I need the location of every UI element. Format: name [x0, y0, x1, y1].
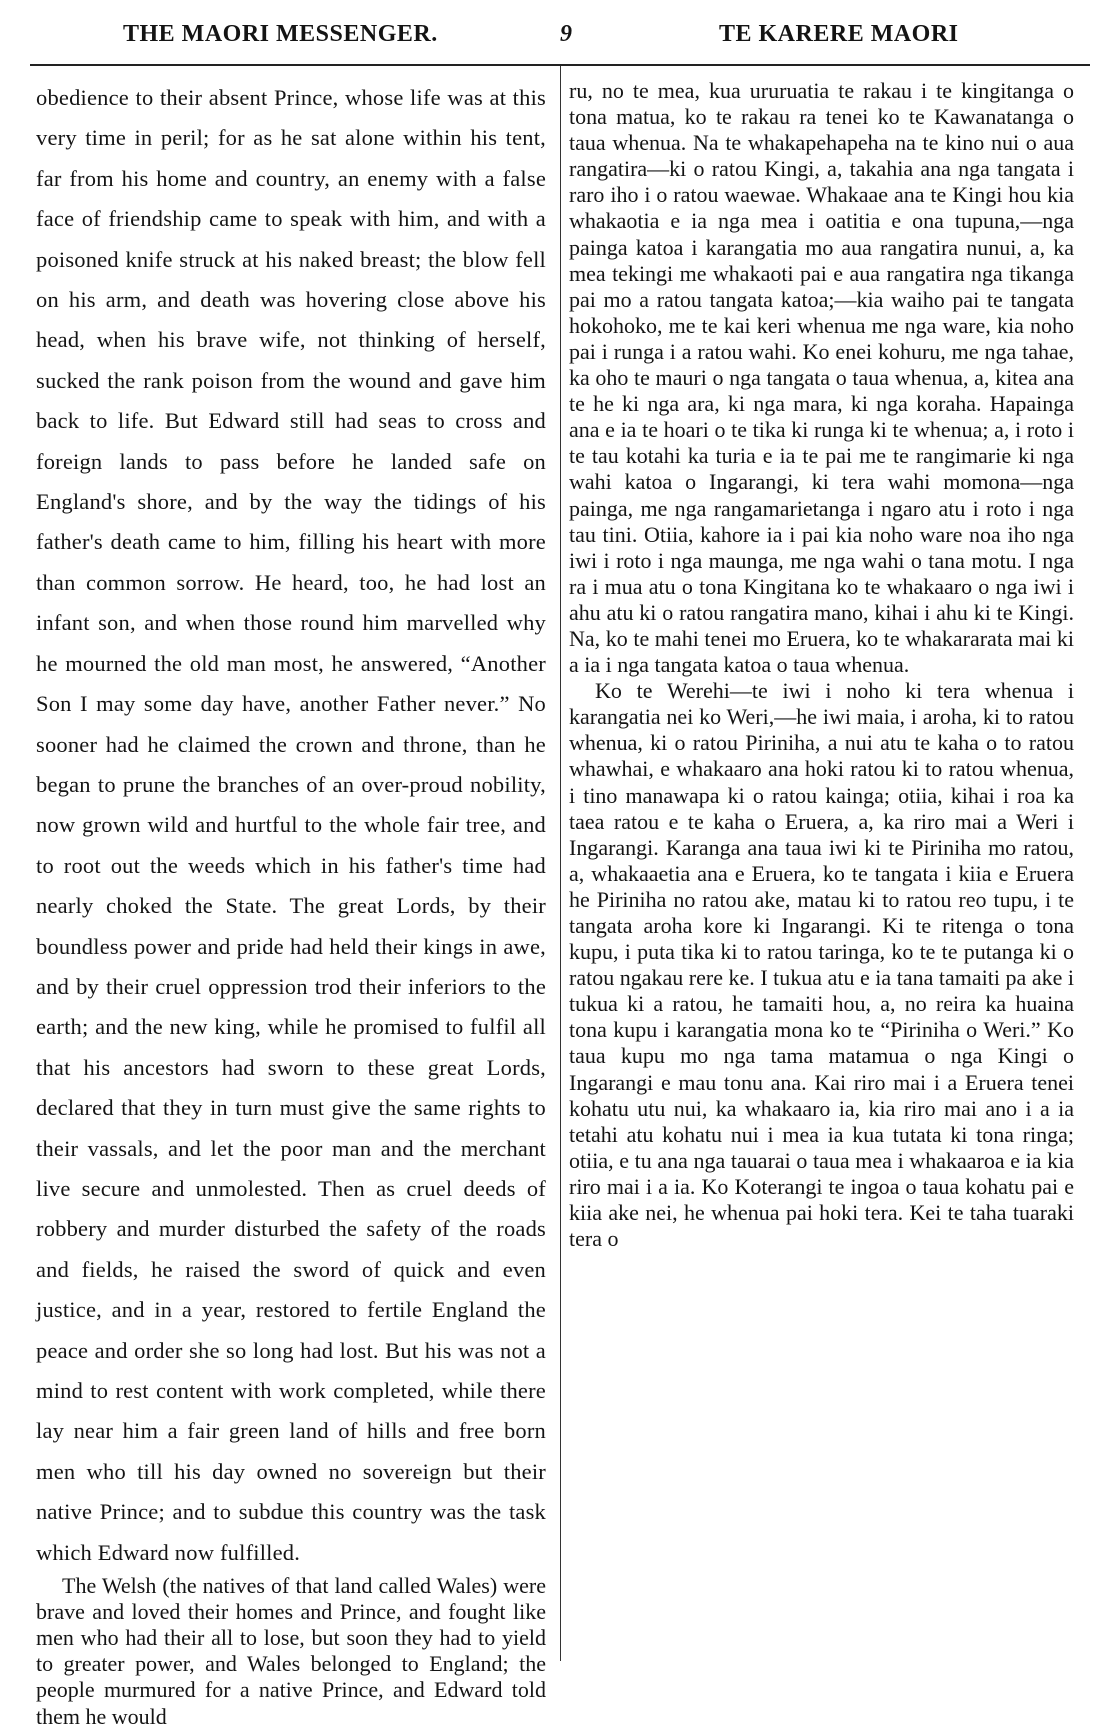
english-column [36, 78, 546, 1730]
maori-paragraph: ru, no te mea, kua ururuatia te rakau i te kingitanga o tona matua, ko te rakau ra tenei ko te Kawanatanga o taua whenua. Na te whakapehapeha na te kino nui o aua rangatira—ki o ratou Kingi, a, takahia ana nga tangata i raro iho i o ratou waewae. Whakaae ana te Kingi hou kia whakaotia e ia nga mea i oatitia e ona tupuna,—nga painga katoa i karangatia mo aua rangatira nunui, a, ka mea tekingi me whakaoti pai e aua rangatira nga tikanga pai mo a ratou tangata katoa;—kia waiho pai te tangata hokohoko, me te kai keri whenua me nga ware, kia noho pai i runga i a ratou wahi. Ko enei kohuru, me nga tahae, ka oho te mauri o nga tangata o taua whenua, a, kitea ana te he ki nga ara, ki nga mara, ki nga koraha. Hapainga ana e ia te hoari o te tika ki runga ki te whenua; a, i roto i te tau kotahi ka turia e ia te pai me te rangimarie ki nga wahi katoa o Ingarangi, ki tera wahi momona—nga painga, me nga rangamarietanga i ngaro atu i roto i nga tau tini. Otiia, kahore ia i pai kia noho ware noa iho nga iwi i roto i nga maunga, me nga wahi o tana motu. I nga ra i mua atu o tona Kingitana ko te whakaaro o nga iwi i ahu atu ki o ratou rangatira mano, kihai i ahu ki te Kingi. Na, ko te mahi tenei mo Eruera, ko te whakararata mai ki a ia i nga tangata katoa o taua whenua. [569, 78, 1074, 678]
column-divider [560, 66, 561, 1661]
page-number: 9 [560, 21, 573, 47]
english-masthead: THE MAORI MESSENGER. [123, 21, 438, 47]
maori-column [569, 78, 1074, 1252]
english-paragraph: The Welsh (the natives of that land called Wales) were brave and loved their homes and Prince, and fought like men who had their all to lose, but soon they had to yield to greater power, and Wales belonged to England; the people murmured for a native Prince, and Edward told them he would [36, 1573, 546, 1729]
page-header [28, 4, 1090, 66]
maori-paragraph: Ko te Werehi—te iwi i noho ki tera whenua i karangatia nei ko Weri,—he iwi maia, i aroha, ki to ratou whenua, ki o ratou Piriniha, a nui atu te kaha o to ratou whawhai, e whakaaro ana hoki ratou ki to ratou whenua, i tino manawapa ki o ratou kainga; otiia, kihai i roa ka taea ratou e te kaha o Eruera, a, ka riro mai a Weri i Ingarangi. Karanga ana taua iwi ki te Piriniha mo ratou, a, whakaaetia ana e Eruera, ko te tangata i kiia e Eruera he Piriniha no ratou ake, matau ki to ratou reo tupu, i te tangata aroha kore ki Ingarangi. Ki te ritenga o tona kupu, i puta tika ki to ratou taringa, ko te te putanga ki o ratou ngakau rere ke. I tukua atu e ia tana tamaiti pa ake i tukua ki a ratou, he tamaiti hou, a, no reira ka huaina tona kupu i karangatia mona ko te “Piriniha o Weri.” Ko taua kupu mo nga tama matamua o nga Kingi o Ingarangi e mau tonu ana. Kai riro mai i a Eruera tenei kohatu utu nui, ka whakaaro ia, kia riro mai ano i a ia tetahi atu kohatu nui i mea ia kua tutata ki tona ringa; otiia, e tu ana nga tauarai o taua mea i whakaaroa e ia kia riro mai i a ia. Ko Koterangi te ingoa o taua kohatu pai e kiia ake nei, he whenua pai hoki tera. Kei te taha tuaraki tera o [569, 678, 1074, 1252]
english-paragraph: obedience to their absent Prince, whose life was at this very time in peril; for as he sat alone within his tent, far from his home and country, an enemy with a false face of friendship came to speak with him, and with a poisoned knife struck at his naked breast; the blow fell on his arm, and death was hovering close above his head, when his brave wife, not thinking of herself, sucked the rank poison from the wound and gave him back to life. But Edward still had seas to cross and foreign lands to pass before he landed safe on England's shore, and by the way the tidings of his father's death came to him, filling his heart with more than common sorrow. He heard, too, he had lost an infant son, and when those round him marvelled why he mourned the old man most, he answered, “Another Son I may some day have, another Father never.” No sooner had he claimed the crown and throne, than he began to prune the branches of an over-proud nobility, now grown wild and hurtful to the whole fair tree, and to root out the weeds which in his father's time had nearly choked the State. The great Lords, by their boundless power and pride had held their kings in awe, and by their cruel oppression trod their inferiors to the earth; and the new king, while he promised to fulfil all that his ancestors had sworn to these great Lords, declared that they in turn must give the same rights to their vassals, and let the poor man and the merchant live secure and unmolested. Then as cruel deeds of robbery and murder disturbed the safety of the roads and fields, he raised the sword of quick and even justice, and in a year, restored to fertile England the peace and order she so long had lost. But his was not a mind to rest content with work completed, while there lay near him a fair green land of hills and free born men who till his day owned no sovereign but their native Prince; and to subdue this country was the task which Edward now fulfilled. [36, 85, 546, 1565]
maori-masthead: TE KARERE MAORI [719, 21, 959, 47]
